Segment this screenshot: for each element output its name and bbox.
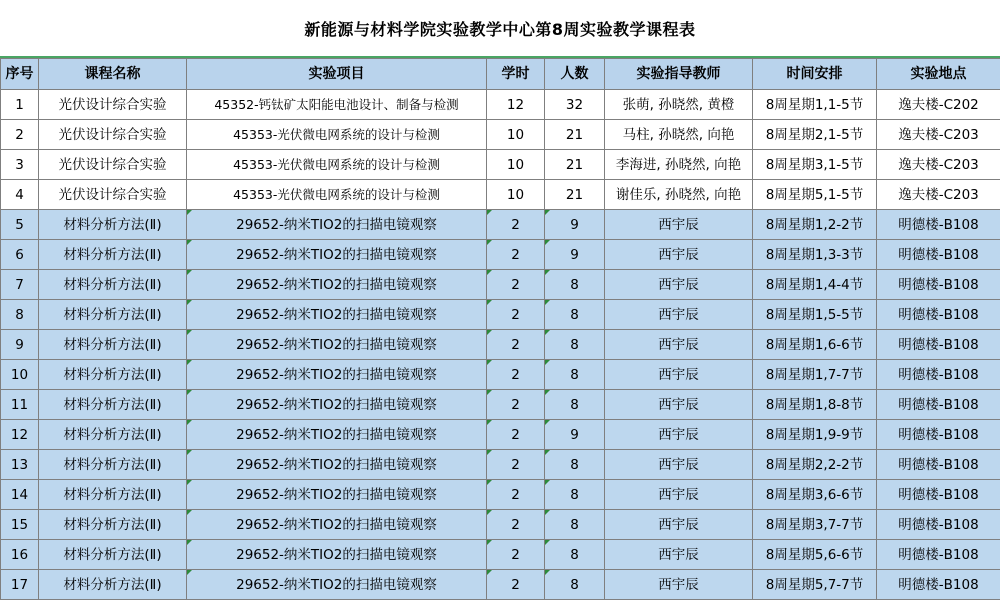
cell-place[interactable]: 明德楼-B108 [877,240,1000,270]
cell-teacher[interactable]: 西宇辰 [605,510,753,540]
table-row [1,540,1000,570]
cell-project[interactable]: 29652-纳米TIO2的扫描电镜观察 [187,330,487,360]
cell-no[interactable]: 1 [1,90,39,120]
table-row [1,300,1000,330]
cell-course[interactable]: 材料分析方法(Ⅱ) [39,330,187,360]
table-row [1,120,1000,150]
cell-time[interactable]: 8周星期5,6-6节 [753,540,877,570]
table-row [1,480,1000,510]
cell-time[interactable]: 8周星期1,1-5节 [753,90,877,120]
cell-project[interactable]: 45353-光伏微电网系统的设计与检测 [187,150,487,180]
cell-place[interactable]: 明德楼-B108 [877,450,1000,480]
cell-hours[interactable]: 2 [487,420,545,450]
cell-hours[interactable]: 2 [487,210,545,240]
sheet-title: 新能源与材料学院实验教学中心第8周实验教学课程表 [0,0,1000,58]
cell-time[interactable]: 8周星期3,1-5节 [753,150,877,180]
cell-people[interactable]: 8 [545,270,605,300]
header-cell-people[interactable]: 人数 [545,59,605,90]
table-row [1,150,1000,180]
cell-project[interactable]: 29652-纳米TIO2的扫描电镜观察 [187,480,487,510]
cell-no[interactable]: 12 [1,420,39,450]
cell-teacher[interactable]: 张萌, 孙晓然, 黄橙 [605,90,753,120]
cell-place[interactable]: 逸夫楼-C202 [877,90,1000,120]
cell-people[interactable]: 9 [545,210,605,240]
cell-course[interactable]: 材料分析方法(Ⅱ) [39,510,187,540]
cell-people[interactable]: 21 [545,150,605,180]
table-row [1,210,1000,240]
cell-hours[interactable]: 2 [487,270,545,300]
cell-hours[interactable]: 10 [487,180,545,210]
table-row [1,180,1000,210]
cell-people[interactable]: 9 [545,240,605,270]
cell-place[interactable]: 明德楼-B108 [877,210,1000,240]
cell-teacher[interactable]: 马柱, 孙晓然, 向艳 [605,120,753,150]
cell-people[interactable]: 8 [545,570,605,600]
cell-course[interactable]: 材料分析方法(Ⅱ) [39,390,187,420]
cell-no[interactable]: 16 [1,540,39,570]
cell-time[interactable]: 8周星期2,2-2节 [753,450,877,480]
cell-project[interactable]: 29652-纳米TIO2的扫描电镜观察 [187,570,487,600]
cell-place[interactable]: 明德楼-B108 [877,360,1000,390]
cell-people[interactable]: 8 [545,390,605,420]
cell-time[interactable]: 8周星期3,7-7节 [753,510,877,540]
cell-no[interactable]: 3 [1,150,39,180]
cell-project[interactable]: 29652-纳米TIO2的扫描电镜观察 [187,450,487,480]
table-row [1,270,1000,300]
cell-course[interactable]: 材料分析方法(Ⅱ) [39,450,187,480]
cell-place[interactable]: 逸夫楼-C203 [877,180,1000,210]
cell-teacher[interactable]: 西宇辰 [605,360,753,390]
header-cell-project[interactable]: 实验项目 [187,59,487,90]
cell-hours[interactable]: 2 [487,480,545,510]
cell-course[interactable]: 材料分析方法(Ⅱ) [39,270,187,300]
cell-hours[interactable]: 10 [487,150,545,180]
cell-time[interactable]: 8周星期1,5-5节 [753,300,877,330]
header-cell-course[interactable]: 课程名称 [39,59,187,90]
cell-place[interactable]: 明德楼-B108 [877,540,1000,570]
cell-project[interactable]: 29652-纳米TIO2的扫描电镜观察 [187,210,487,240]
cell-time[interactable]: 8周星期1,2-2节 [753,210,877,240]
cell-hours[interactable]: 2 [487,540,545,570]
cell-course[interactable]: 材料分析方法(Ⅱ) [39,300,187,330]
schedule-table [0,58,1000,600]
cell-teacher[interactable]: 西宇辰 [605,480,753,510]
cell-project[interactable]: 29652-纳米TIO2的扫描电镜观察 [187,420,487,450]
cell-people[interactable]: 8 [545,480,605,510]
header-row [1,59,1000,90]
cell-teacher[interactable]: 西宇辰 [605,570,753,600]
cell-teacher[interactable]: 李海进, 孙晓然, 向艳 [605,150,753,180]
cell-people[interactable]: 21 [545,180,605,210]
cell-hours[interactable]: 2 [487,360,545,390]
cell-teacher[interactable]: 西宇辰 [605,300,753,330]
cell-no[interactable]: 17 [1,570,39,600]
cell-course[interactable]: 材料分析方法(Ⅱ) [39,480,187,510]
cell-teacher[interactable]: 西宇辰 [605,240,753,270]
table-row [1,330,1000,360]
header-cell-place[interactable]: 实验地点 [877,59,1000,90]
cell-no[interactable]: 6 [1,240,39,270]
cell-course[interactable]: 光伏设计综合实验 [39,180,187,210]
cell-hours[interactable]: 12 [487,90,545,120]
cell-teacher[interactable]: 西宇辰 [605,270,753,300]
cell-hours[interactable]: 2 [487,450,545,480]
cell-place[interactable]: 明德楼-B108 [877,300,1000,330]
table-row [1,450,1000,480]
cell-course[interactable]: 材料分析方法(Ⅱ) [39,210,187,240]
cell-time[interactable]: 8周星期1,6-6节 [753,330,877,360]
cell-time[interactable]: 8周星期5,1-5节 [753,180,877,210]
cell-course[interactable]: 材料分析方法(Ⅱ) [39,540,187,570]
cell-hours[interactable]: 2 [487,240,545,270]
cell-place[interactable]: 明德楼-B108 [877,570,1000,600]
header-cell-no[interactable]: 序号 [1,59,39,90]
cell-no[interactable]: 9 [1,330,39,360]
cell-course[interactable]: 材料分析方法(Ⅱ) [39,420,187,450]
cell-people[interactable]: 9 [545,420,605,450]
cell-place[interactable]: 逸夫楼-C203 [877,120,1000,150]
cell-place[interactable]: 明德楼-B108 [877,420,1000,450]
table-row [1,240,1000,270]
cell-project[interactable]: 29652-纳米TIO2的扫描电镜观察 [187,240,487,270]
cell-project[interactable]: 45353-光伏微电网系统的设计与检测 [187,120,487,150]
cell-no[interactable]: 13 [1,450,39,480]
cell-project[interactable]: 29652-纳米TIO2的扫描电镜观察 [187,270,487,300]
cell-time[interactable]: 8周星期3,6-6节 [753,480,877,510]
cell-people[interactable]: 8 [545,330,605,360]
cell-teacher[interactable]: 西宇辰 [605,210,753,240]
header-cell-time[interactable]: 时间安排 [753,59,877,90]
cell-no[interactable]: 5 [1,210,39,240]
cell-people[interactable]: 8 [545,300,605,330]
cell-time[interactable]: 8周星期1,4-4节 [753,270,877,300]
cell-teacher[interactable]: 西宇辰 [605,540,753,570]
cell-no[interactable]: 15 [1,510,39,540]
cell-course[interactable]: 光伏设计综合实验 [39,150,187,180]
cell-no[interactable]: 4 [1,180,39,210]
cell-course[interactable]: 光伏设计综合实验 [39,90,187,120]
cell-hours[interactable]: 2 [487,510,545,540]
cell-place[interactable]: 明德楼-B108 [877,480,1000,510]
cell-place[interactable]: 明德楼-B108 [877,270,1000,300]
cell-teacher[interactable]: 谢佳乐, 孙晓然, 向艳 [605,180,753,210]
cell-place[interactable]: 明德楼-B108 [877,510,1000,540]
cell-people[interactable]: 32 [545,90,605,120]
cell-no[interactable]: 14 [1,480,39,510]
table-row [1,90,1000,120]
table-row [1,390,1000,420]
cell-teacher[interactable]: 西宇辰 [605,330,753,360]
cell-project[interactable]: 29652-纳米TIO2的扫描电镜观察 [187,510,487,540]
cell-teacher[interactable]: 西宇辰 [605,390,753,420]
cell-time[interactable]: 8周星期5,7-7节 [753,570,877,600]
cell-no[interactable]: 10 [1,360,39,390]
cell-time[interactable]: 8周星期2,1-5节 [753,120,877,150]
cell-time[interactable]: 8周星期1,9-9节 [753,420,877,450]
cell-people[interactable]: 21 [545,120,605,150]
cell-time[interactable]: 8周星期1,3-3节 [753,240,877,270]
cell-course[interactable]: 材料分析方法(Ⅱ) [39,360,187,390]
cell-time[interactable]: 8周星期1,8-8节 [753,390,877,420]
cell-project[interactable]: 29652-纳米TIO2的扫描电镜观察 [187,540,487,570]
cell-no[interactable]: 8 [1,300,39,330]
cell-time[interactable]: 8周星期1,7-7节 [753,360,877,390]
cell-hours[interactable]: 2 [487,300,545,330]
table-row [1,420,1000,450]
cell-place[interactable]: 明德楼-B108 [877,390,1000,420]
cell-project[interactable]: 45352-钙钛矿太阳能电池设计、制备与检测 [187,90,487,120]
table-row [1,510,1000,540]
cell-course[interactable]: 材料分析方法(Ⅱ) [39,240,187,270]
cell-place[interactable]: 逸夫楼-C203 [877,150,1000,180]
header-cell-teacher[interactable]: 实验指导教师 [605,59,753,90]
cell-people[interactable]: 8 [545,510,605,540]
table-row [1,570,1000,600]
cell-people[interactable]: 8 [545,360,605,390]
cell-teacher[interactable]: 西宇辰 [605,450,753,480]
cell-course[interactable]: 光伏设计综合实验 [39,120,187,150]
cell-hours[interactable]: 2 [487,390,545,420]
cell-hours[interactable]: 10 [487,120,545,150]
cell-hours[interactable]: 2 [487,570,545,600]
cell-teacher[interactable]: 西宇辰 [605,420,753,450]
cell-people[interactable]: 8 [545,540,605,570]
cell-project[interactable]: 45353-光伏微电网系统的设计与检测 [187,180,487,210]
cell-course[interactable]: 材料分析方法(Ⅱ) [39,570,187,600]
cell-place[interactable]: 明德楼-B108 [877,330,1000,360]
cell-hours[interactable]: 2 [487,330,545,360]
cell-project[interactable]: 29652-纳米TIO2的扫描电镜观察 [187,390,487,420]
cell-no[interactable]: 11 [1,390,39,420]
cell-people[interactable]: 8 [545,450,605,480]
header-cell-hours[interactable]: 学时 [487,59,545,90]
cell-no[interactable]: 7 [1,270,39,300]
cell-project[interactable]: 29652-纳米TIO2的扫描电镜观察 [187,360,487,390]
cell-no[interactable]: 2 [1,120,39,150]
cell-project[interactable]: 29652-纳米TIO2的扫描电镜观察 [187,300,487,330]
table-row [1,360,1000,390]
